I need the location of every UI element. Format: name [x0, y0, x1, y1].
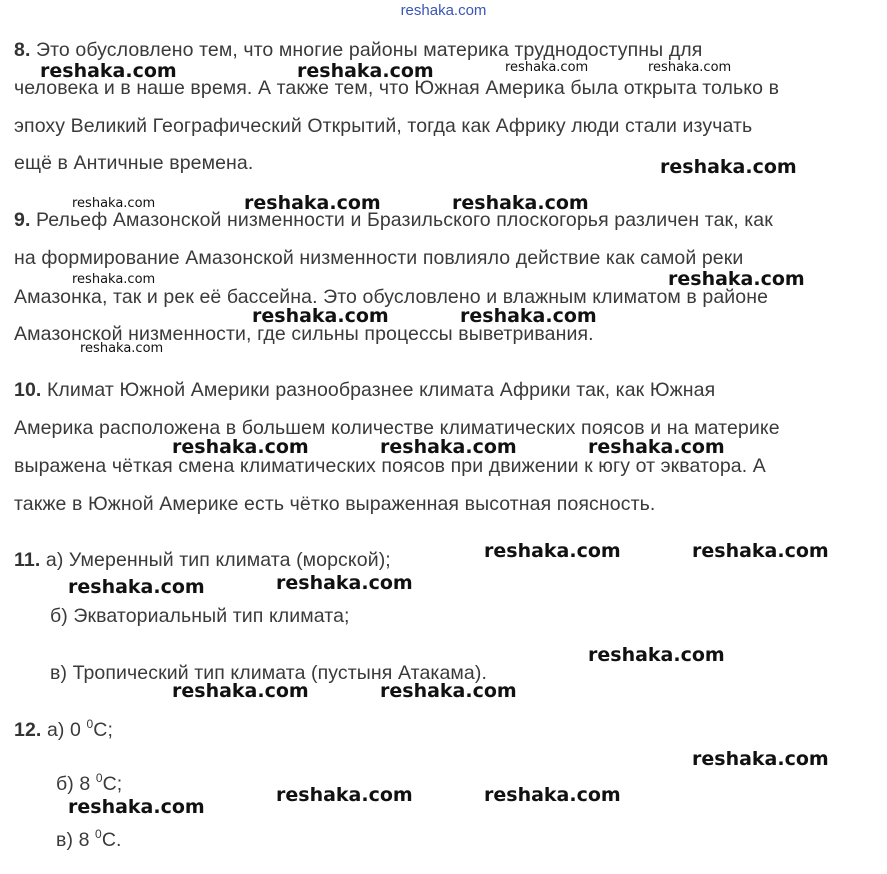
watermark: reshaka.com	[452, 192, 589, 214]
answer-9-line-4: Амазонской низменности, где сильны процессы выветривания.	[14, 323, 594, 345]
answer-11-item-a-text: а) Умеренный тип климата (морской);	[45, 549, 391, 571]
watermark: reshaka.com	[72, 196, 156, 211]
answer-8-line-4: ещё в Античные времена.	[14, 152, 254, 174]
watermark: reshaka.com	[172, 680, 309, 702]
answer-10-line-4: также в Южной Америке есть чётко выраженная высотная поясность.	[14, 493, 656, 515]
answer-12-number: 12.	[14, 719, 42, 741]
watermark: reshaka.com	[648, 60, 732, 75]
watermark: reshaka.com	[252, 305, 389, 327]
watermark: reshaka.com	[380, 680, 517, 702]
degree-superscript: 0	[95, 827, 102, 841]
watermark: reshaka.com	[588, 436, 725, 458]
degree-superscript: 0	[86, 717, 94, 731]
watermark: reshaka.com	[244, 192, 381, 214]
watermark: reshaka.com	[668, 268, 805, 290]
answer-11-item-a	[14, 548, 391, 572]
watermark: reshaka.com	[505, 60, 589, 75]
degree-superscript: 0	[95, 771, 103, 785]
answer-12-item-b	[56, 772, 122, 796]
answer-10-text: Климат Южной Америки разнообразнее климата Африки так, как Южная	[46, 379, 716, 401]
answer-9-number: 9.	[14, 209, 31, 231]
watermark: reshaka.com	[297, 60, 434, 82]
answer-12-item-c	[56, 828, 122, 852]
answer-9-line-2: на формирование Амазонской низменности повлияло действие как самой реки	[14, 247, 744, 269]
answer-10-line-1	[14, 378, 715, 402]
answer-12-item-a-unit: С;	[93, 719, 113, 741]
answer-8-text: Это обусловлено тем, что многие районы материка труднодоступны для	[36, 39, 703, 61]
answer-12-item-c-value: в) 8	[56, 829, 96, 851]
answer-10-number: 10.	[14, 379, 42, 401]
answer-11-number: 11.	[14, 549, 41, 571]
watermark: reshaka.com	[72, 272, 156, 287]
answer-12-item-b-value: б) 8	[56, 773, 96, 795]
answer-11-item-c: в) Тропический тип климата (пустыня Атакама).	[50, 662, 487, 684]
answer-8-line-1	[14, 38, 702, 62]
watermark: reshaka.com	[692, 540, 829, 562]
watermark: reshaka.com	[172, 436, 309, 458]
watermark: reshaka.com	[484, 784, 621, 806]
answer-12-item-b-unit: С;	[102, 773, 123, 795]
answer-9-line-3: Амазонка, так и рек её бассейна. Это обусловлено и влажным климатом в районе	[14, 286, 769, 308]
answer-8-number: 8.	[14, 39, 31, 61]
watermark: reshaka.com	[660, 156, 797, 178]
answer-9-text: Рельеф Амазонской низменности и Бразильского плоскогорья различен так, как	[36, 209, 773, 231]
watermark: reshaka.com	[380, 436, 517, 458]
answer-10-line-3: выражена чёткая смена климатических поясов при движении к югу от экватора. А	[14, 455, 766, 477]
watermark: reshaka.com	[276, 572, 413, 594]
watermark: reshaka.com	[68, 576, 205, 598]
site-header[interactable]: reshaka.com	[400, 2, 487, 19]
watermark: reshaka.com	[460, 305, 597, 327]
answer-12-item-c-unit: С.	[101, 829, 122, 851]
watermark: reshaka.com	[80, 341, 164, 356]
answer-8-line-2: человека и в наше время. А также тем, что Южная Америка была открыта только в	[14, 77, 780, 99]
answer-12-item-a	[14, 718, 113, 742]
watermark: reshaka.com	[276, 784, 413, 806]
answer-10-line-2: Америка расположена в большем количестве климатических поясов и на материке	[14, 417, 780, 439]
watermark: reshaka.com	[588, 644, 725, 666]
answer-11-item-b: б) Экваториальный тип климата;	[50, 605, 350, 627]
answer-8-line-3: эпоху Великий Географический Открытий, тогда как Африку люди стали изучать	[14, 115, 753, 137]
watermark: reshaka.com	[484, 540, 621, 562]
answer-12-item-a-value: а) 0	[46, 719, 87, 741]
watermark: reshaka.com	[692, 748, 829, 770]
watermark: reshaka.com	[68, 796, 205, 818]
watermark: reshaka.com	[40, 60, 177, 82]
